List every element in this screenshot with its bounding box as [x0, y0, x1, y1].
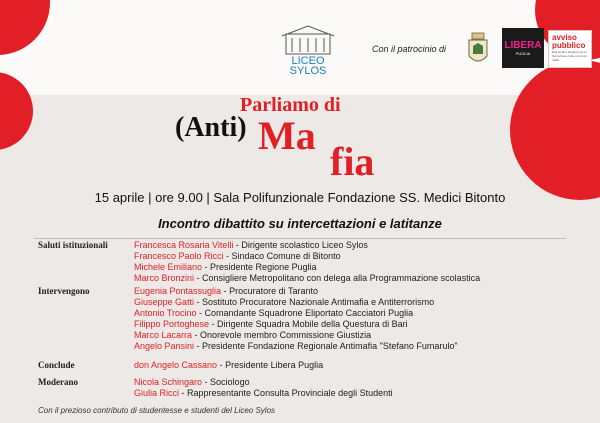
speaker-role: Comandante Squadrone Eliportato Cacciatori Puglia [204, 308, 414, 318]
speaker-role: Dirigente scolastico Liceo Sylos [241, 240, 368, 250]
liceo-text: LICEO [291, 55, 325, 67]
speaker-name: Michele Emiliano [134, 262, 203, 272]
avviso-pubblico-logo [548, 30, 592, 68]
section-label: Conclude [38, 360, 75, 370]
speaker-name: Marco Bronzini [134, 273, 195, 283]
speaker-row: Giulia Ricci - Rappresentante Consulta Provinciale degli Studenti [134, 388, 393, 398]
section-label: Saluti istituzionali [38, 240, 108, 250]
speaker-name: Francesco Paolo Ricci [134, 251, 224, 261]
speaker-role: Onorevole membro Commissione Giustizia [200, 330, 372, 340]
title-anti: (Anti) [175, 112, 247, 143]
footer-credits: Con il prezioso contributo di studentesse e studenti del Liceo Sylos [38, 406, 276, 415]
speaker-role: Presidente Libera Puglia [225, 360, 324, 370]
speaker-row: Francesco Paolo Ricci - Sindaco Comune di Bitonto [134, 251, 341, 261]
speaker-role: Sostituto Procuratore Nazionale Antimafia e Antiterrorismo [202, 297, 435, 307]
libera-sub: PUGLIA [515, 51, 531, 56]
speaker-row: Nicola Schingaro - Sociologo [134, 377, 250, 387]
speaker-row: Marco Lacarra - Onorevole membro Commissione Giustizia [134, 330, 372, 340]
speaker-role: Presidente Fondazione Regionale Antimafia "Stefano Fumarulo" [202, 341, 458, 351]
libera-text: LIBERA [504, 40, 542, 51]
speaker-row: Eugenia Pontassuglia - Procuratore di Taranto [134, 286, 318, 296]
patrocinio-label: Con il patrocinio di [372, 44, 447, 54]
title-line1: Parliamo di [240, 94, 341, 116]
section-label: Intervengono [38, 286, 90, 296]
speaker-role: Procuratore di Taranto [229, 286, 318, 296]
speaker-row: Antonio Trocino - Comandante Squadrone Eliportato Cacciatori Puglia [134, 308, 414, 318]
speaker-name: don Angelo Cassano [134, 360, 218, 370]
speaker-role: Consigliere Metropolitano con delega alla Programmazione scolastica [202, 273, 481, 283]
speaker-name: Eugenia Pontassuglia [134, 286, 222, 296]
speaker-row: Francesca Rosaria Vitelli - Dirigente scolastico Liceo Sylos [134, 240, 368, 250]
speaker-role: Presidente Regione Puglia [210, 262, 317, 272]
speaker-row: don Angelo Cassano - Presidente Libera Puglia [134, 360, 324, 370]
liceo-sylos-logo [286, 56, 330, 76]
speaker-name: Nicola Schingaro [134, 377, 203, 387]
speaker-role: Sindaco Comune di Bitonto [231, 251, 341, 261]
avviso-sub: Enti locali e Regioni per la formazione civile contro le mafie [552, 50, 587, 62]
speaker-role: Dirigente Squadra Mobile della Questura di Bari [217, 319, 408, 329]
speaker-role: Rappresentante Consulta Provinciale degli Studenti [187, 388, 393, 398]
libera-logo [502, 28, 544, 68]
bitonto-crest-icon [463, 30, 493, 70]
speaker-row: Filippo Portoghese - Dirigente Squadra Mobile della Questura di Bari [134, 319, 408, 329]
speaker-row: Angelo Pansini - Presidente Fondazione Regionale Antimafia "Stefano Fumarulo" [134, 341, 458, 351]
sylos-text: SYLOS [289, 65, 327, 77]
title-ma: Ma [258, 113, 316, 158]
speaker-name: Giulia Ricci [134, 388, 180, 398]
speaker-name: Giuseppe Gatti [134, 297, 195, 307]
speaker-row: Marco Bronzini - Consigliere Metropolitano con delega alla Programmazione scolastica [134, 273, 481, 283]
speaker-role: Sociologo [210, 377, 250, 387]
event-details: 15 aprile | ore 9.00 | Sala Polifunzionale Fondazione SS. Medici Bitonto [94, 190, 506, 205]
speaker-name: Antonio Trocino [134, 308, 197, 318]
avviso-text: avviso pubblico [552, 33, 586, 50]
speaker-name: Filippo Portoghese [134, 319, 210, 329]
speaker-name: Marco Lacarra [134, 330, 193, 340]
speaker-name: Angelo Pansini [134, 341, 195, 351]
speaker-name: Francesca Rosaria Vitelli [134, 240, 234, 250]
section-label: Moderano [38, 377, 78, 387]
divider [34, 238, 566, 239]
event-subtitle: Incontro dibattito su intercettazioni e latitanze [158, 216, 442, 231]
title-fia: fia [330, 139, 375, 184]
speaker-row: Giuseppe Gatti - Sostituto Procuratore Nazionale Antimafia e Antiterrorismo [134, 297, 435, 307]
speaker-row: Michele Emiliano - Presidente Regione Puglia [134, 262, 317, 272]
